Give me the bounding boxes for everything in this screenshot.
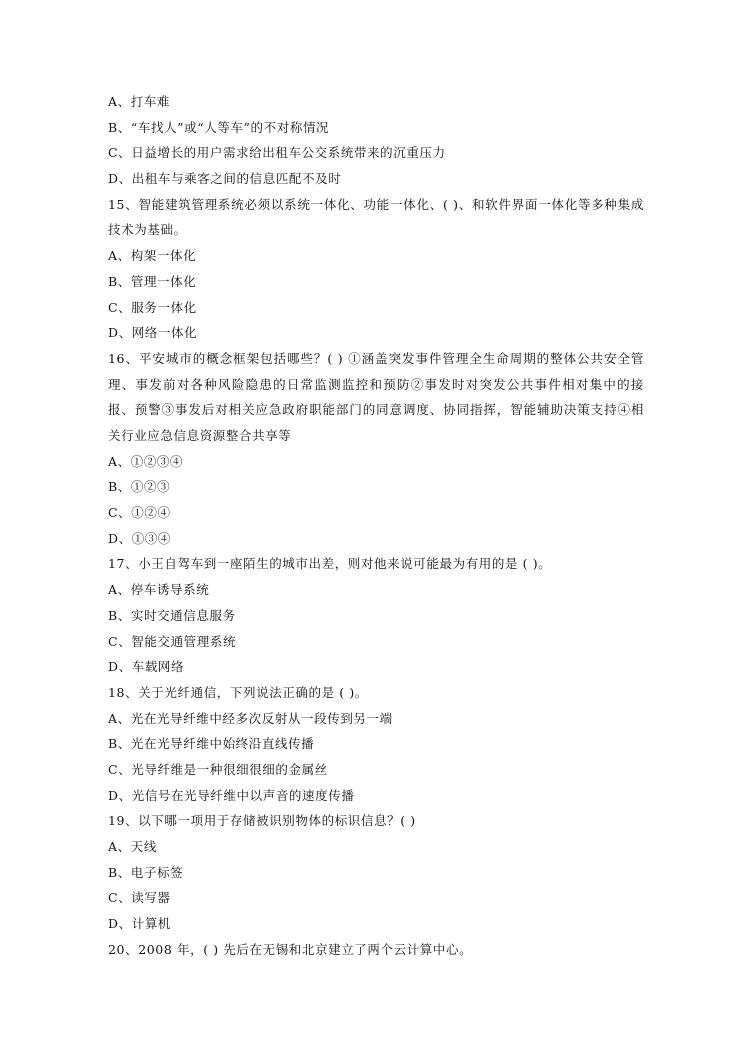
answer-option: D、光信号在光导纤维中以声音的速度传播 [108,787,355,803]
question-text: 16、平安城市的概念框架包括哪些？( ) ①涵盖突发事件管理全生命周期的整体公共安全管理、事发前对各种风险隐患的日常监测监控和预防②事发时对突发公共事件相对集中的接报、预警③事发后对相关应急政府职能部门的同意调度、协同指挥，智能辅助决策支持④相关行业应急信息资源整合共享等 [108,350,644,444]
answer-option: C、①②④ [108,505,171,521]
answer-option: A、天线 [108,839,157,855]
answer-option: A、光在光导纤维中经多次反射从一段传到另一端 [108,710,393,726]
answer-option: B、电子标签 [108,864,184,880]
answer-option: B、光在光导纤维中始终沿直线传播 [108,736,315,752]
answer-option: D、车载网络 [108,659,185,675]
question-text: 19、以下哪一项用于存储被识别物体的标识信息？( ) [108,813,416,829]
question-text: 20、2008 年，( ) 先后在无锡和北京建立了两个云计算中心。 [108,941,473,957]
answer-option: C、读写器 [108,890,171,906]
question-text: 15、智能建筑管理系统必须以系统一体化、功能一体化、( )、和软件界面一体化等多种集成技术为基础。 [108,196,644,238]
question-text: 17、小王自驾车到一座陌生的城市出差，则对他来说可能最为有用的是 ( )。 [108,556,552,572]
question-text: 18、关于光纤通信，下列说法正确的是 ( )。 [108,684,368,700]
answer-option: D、①③④ [108,530,172,546]
answer-option: B、①②③ [108,479,171,495]
answer-option: B、管理一体化 [108,273,197,289]
answer-option: B、“车找人”或“人等车”的不对称情况 [108,119,330,135]
answer-option: A、①②③④ [108,453,184,469]
question-list [108,89,644,963]
answer-option: D、出租车与乘客之间的信息匹配不及时 [108,171,342,187]
answer-option: A、打车难 [108,94,171,109]
answer-option: C、光导纤维是一种很细很细的金属丝 [108,762,328,777]
answer-option: D、网络一体化 [108,325,198,341]
answer-option: D、计算机 [108,916,172,932]
answer-option: A、停车诱导系统 [108,582,210,598]
answer-option: C、服务一体化 [108,299,197,315]
answer-option: A、构架一体化 [108,248,197,264]
answer-option: B、实时交通信息服务 [108,607,236,623]
answer-option: C、日益增长的用户需求给出租车公交系统带来的沉重压力 [108,145,446,161]
answer-option: C、智能交通管理系统 [108,633,237,649]
